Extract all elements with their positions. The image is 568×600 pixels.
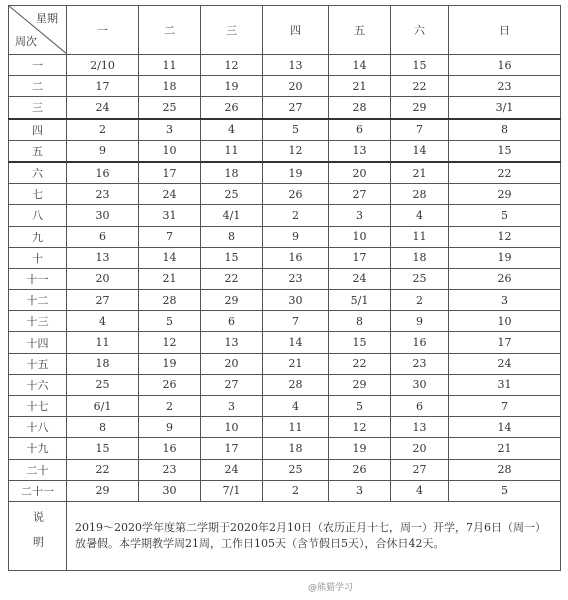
date-cell: 24	[449, 353, 561, 374]
date-cell: 12	[329, 417, 391, 438]
week-row	[9, 97, 561, 119]
week-label: 二十一	[9, 480, 67, 501]
date-cell: 31	[449, 374, 561, 395]
date-cell: 14	[263, 332, 329, 353]
date-cell: 26	[139, 374, 201, 395]
date-cell: 2	[391, 290, 449, 311]
week-label: 十七	[9, 396, 67, 417]
date-cell: 15	[67, 438, 139, 459]
date-cell: 15	[449, 140, 561, 162]
week-label: 十九	[9, 438, 67, 459]
week-label: 四	[9, 119, 67, 141]
date-cell: 17	[139, 162, 201, 184]
date-cell: 25	[391, 268, 449, 289]
date-cell: 31	[139, 205, 201, 226]
week-row	[9, 459, 561, 480]
date-cell: 14	[329, 55, 391, 76]
date-cell: 24	[329, 268, 391, 289]
date-cell: 4	[263, 396, 329, 417]
date-cell: 22	[201, 268, 263, 289]
date-cell: 11	[139, 55, 201, 76]
date-cell: 5	[449, 205, 561, 226]
date-cell: 10	[329, 226, 391, 247]
week-row	[9, 438, 561, 459]
date-cell: 2	[67, 119, 139, 141]
week-label: 十四	[9, 332, 67, 353]
date-cell: 7	[391, 119, 449, 141]
date-cell: 14	[139, 247, 201, 268]
week-row	[9, 268, 561, 289]
date-cell: 2	[263, 480, 329, 501]
week-label: 十八	[9, 417, 67, 438]
week-label: 十一	[9, 268, 67, 289]
date-cell: 21	[263, 353, 329, 374]
date-cell: 11	[201, 140, 263, 162]
note-row	[9, 501, 561, 570]
date-cell: 8	[449, 119, 561, 141]
date-cell: 28	[329, 97, 391, 119]
day-header: 四	[263, 6, 329, 55]
date-cell: 19	[201, 76, 263, 97]
week-row	[9, 226, 561, 247]
date-cell: 12	[201, 55, 263, 76]
date-cell: 17	[67, 76, 139, 97]
date-cell: 5	[449, 480, 561, 501]
date-cell: 9	[391, 311, 449, 332]
date-cell: 15	[201, 247, 263, 268]
date-cell: 21	[139, 268, 201, 289]
date-cell: 30	[67, 205, 139, 226]
date-cell: 22	[391, 76, 449, 97]
day-header: 三	[201, 6, 263, 55]
weekday-axis-label: 星期	[36, 12, 58, 25]
date-cell: 17	[201, 438, 263, 459]
date-cell: 5/1	[329, 290, 391, 311]
week-row	[9, 480, 561, 501]
date-cell: 18	[201, 162, 263, 184]
date-cell: 7/1	[201, 480, 263, 501]
date-cell: 26	[449, 268, 561, 289]
date-cell: 16	[139, 438, 201, 459]
note-text: 2019～2020学年度第二学期于2020年2月10日（农历正月十七，周一）开学，7月6日（周一）放暑假。本学期教学周21周，工作日105天（含节假日5天），合休日42天。	[67, 501, 561, 570]
date-cell: 27	[329, 184, 391, 205]
date-cell: 29	[391, 97, 449, 119]
week-label: 三	[9, 97, 67, 119]
date-cell: 3	[139, 119, 201, 141]
date-cell: 29	[201, 290, 263, 311]
week-row	[9, 140, 561, 162]
date-cell: 25	[139, 97, 201, 119]
week-row	[9, 247, 561, 268]
week-row	[9, 76, 561, 97]
date-cell: 3	[449, 290, 561, 311]
date-cell: 21	[329, 76, 391, 97]
date-cell: 4	[391, 205, 449, 226]
week-row	[9, 184, 561, 205]
date-cell: 24	[139, 184, 201, 205]
date-cell: 16	[263, 247, 329, 268]
date-cell: 26	[329, 459, 391, 480]
date-cell: 16	[67, 162, 139, 184]
date-cell: 6	[67, 226, 139, 247]
date-cell: 5	[139, 311, 201, 332]
week-row	[9, 332, 561, 353]
date-cell: 25	[67, 374, 139, 395]
date-cell: 8	[329, 311, 391, 332]
date-cell: 4/1	[201, 205, 263, 226]
date-cell: 20	[67, 268, 139, 289]
date-cell: 19	[449, 247, 561, 268]
date-cell: 25	[201, 184, 263, 205]
header-row	[9, 6, 561, 55]
week-label: 八	[9, 205, 67, 226]
week-label: 六	[9, 162, 67, 184]
week-label: 五	[9, 140, 67, 162]
date-cell: 29	[67, 480, 139, 501]
date-cell: 30	[139, 480, 201, 501]
date-cell: 26	[201, 97, 263, 119]
date-cell: 9	[263, 226, 329, 247]
date-cell: 24	[201, 459, 263, 480]
date-cell: 4	[391, 480, 449, 501]
date-cell: 19	[139, 353, 201, 374]
date-cell: 17	[329, 247, 391, 268]
date-cell: 20	[329, 162, 391, 184]
week-row	[9, 290, 561, 311]
date-cell: 12	[449, 226, 561, 247]
date-cell: 18	[67, 353, 139, 374]
date-cell: 23	[139, 459, 201, 480]
date-cell: 25	[263, 459, 329, 480]
date-cell: 10	[201, 417, 263, 438]
week-label: 一	[9, 55, 67, 76]
date-cell: 22	[67, 459, 139, 480]
week-label: 二十	[9, 459, 67, 480]
week-row	[9, 374, 561, 395]
date-cell: 6/1	[67, 396, 139, 417]
date-cell: 28	[139, 290, 201, 311]
date-cell: 9	[139, 417, 201, 438]
date-cell: 15	[391, 55, 449, 76]
date-cell: 11	[67, 332, 139, 353]
date-cell: 20	[201, 353, 263, 374]
day-header: 五	[329, 6, 391, 55]
date-cell: 28	[391, 184, 449, 205]
week-label: 七	[9, 184, 67, 205]
day-header: 二	[139, 6, 201, 55]
week-label: 二	[9, 76, 67, 97]
date-cell: 18	[391, 247, 449, 268]
day-header: 日	[449, 6, 561, 55]
date-cell: 16	[391, 332, 449, 353]
date-cell: 6	[201, 311, 263, 332]
date-cell: 15	[329, 332, 391, 353]
date-cell: 17	[449, 332, 561, 353]
week-label: 十五	[9, 353, 67, 374]
date-cell: 27	[201, 374, 263, 395]
date-cell: 11	[391, 226, 449, 247]
week-label: 十六	[9, 374, 67, 395]
date-cell: 12	[263, 140, 329, 162]
week-label: 十二	[9, 290, 67, 311]
date-cell: 28	[449, 459, 561, 480]
date-cell: 16	[449, 55, 561, 76]
date-cell: 30	[263, 290, 329, 311]
date-cell: 22	[449, 162, 561, 184]
week-row	[9, 205, 561, 226]
date-cell: 21	[391, 162, 449, 184]
date-cell: 13	[391, 417, 449, 438]
date-cell: 3	[201, 396, 263, 417]
date-cell: 4	[201, 119, 263, 141]
date-cell: 23	[263, 268, 329, 289]
week-row	[9, 119, 561, 141]
week-label: 九	[9, 226, 67, 247]
date-cell: 19	[329, 438, 391, 459]
date-cell: 8	[201, 226, 263, 247]
date-cell: 10	[449, 311, 561, 332]
date-cell: 14	[391, 140, 449, 162]
watermark: @熊猫学习	[308, 583, 354, 593]
date-cell: 13	[67, 247, 139, 268]
date-cell: 28	[263, 374, 329, 395]
date-cell: 7	[139, 226, 201, 247]
date-cell: 24	[67, 97, 139, 119]
date-cell: 23	[67, 184, 139, 205]
week-row	[9, 417, 561, 438]
date-cell: 19	[263, 162, 329, 184]
date-cell: 18	[139, 76, 201, 97]
date-cell: 9	[67, 140, 139, 162]
date-cell: 3	[329, 480, 391, 501]
date-cell: 20	[391, 438, 449, 459]
date-cell: 18	[263, 438, 329, 459]
date-cell: 12	[139, 332, 201, 353]
school-calendar	[8, 5, 560, 595]
day-header: 六	[391, 6, 449, 55]
date-cell: 22	[329, 353, 391, 374]
date-cell: 29	[449, 184, 561, 205]
week-row	[9, 396, 561, 417]
date-cell: 3	[329, 205, 391, 226]
date-cell: 23	[391, 353, 449, 374]
date-cell: 5	[329, 396, 391, 417]
date-cell: 8	[67, 417, 139, 438]
date-cell: 23	[449, 76, 561, 97]
date-cell: 27	[67, 290, 139, 311]
date-cell: 11	[263, 417, 329, 438]
date-cell: 2	[263, 205, 329, 226]
date-cell: 10	[139, 140, 201, 162]
week-row	[9, 353, 561, 374]
date-cell: 27	[263, 97, 329, 119]
week-row	[9, 55, 561, 76]
corner-cell	[9, 6, 67, 55]
week-row	[9, 311, 561, 332]
date-cell: 6	[329, 119, 391, 141]
date-cell: 6	[391, 396, 449, 417]
date-cell: 30	[391, 374, 449, 395]
date-cell: 2	[139, 396, 201, 417]
week-label: 十三	[9, 311, 67, 332]
calendar-table	[8, 5, 561, 571]
date-cell: 13	[201, 332, 263, 353]
date-cell: 13	[329, 140, 391, 162]
date-cell: 7	[263, 311, 329, 332]
date-cell: 20	[263, 76, 329, 97]
date-cell: 26	[263, 184, 329, 205]
week-axis-label: 周次	[15, 35, 37, 48]
date-cell: 3/1	[449, 97, 561, 119]
date-cell: 2/10	[67, 55, 139, 76]
date-cell: 21	[449, 438, 561, 459]
week-label: 十	[9, 247, 67, 268]
day-header: 一	[67, 6, 139, 55]
date-cell: 7	[449, 396, 561, 417]
date-cell: 29	[329, 374, 391, 395]
date-cell: 13	[263, 55, 329, 76]
date-cell: 5	[263, 119, 329, 141]
week-row	[9, 162, 561, 184]
date-cell: 14	[449, 417, 561, 438]
note-label: 说明	[9, 501, 67, 570]
date-cell: 27	[391, 459, 449, 480]
date-cell: 4	[67, 311, 139, 332]
